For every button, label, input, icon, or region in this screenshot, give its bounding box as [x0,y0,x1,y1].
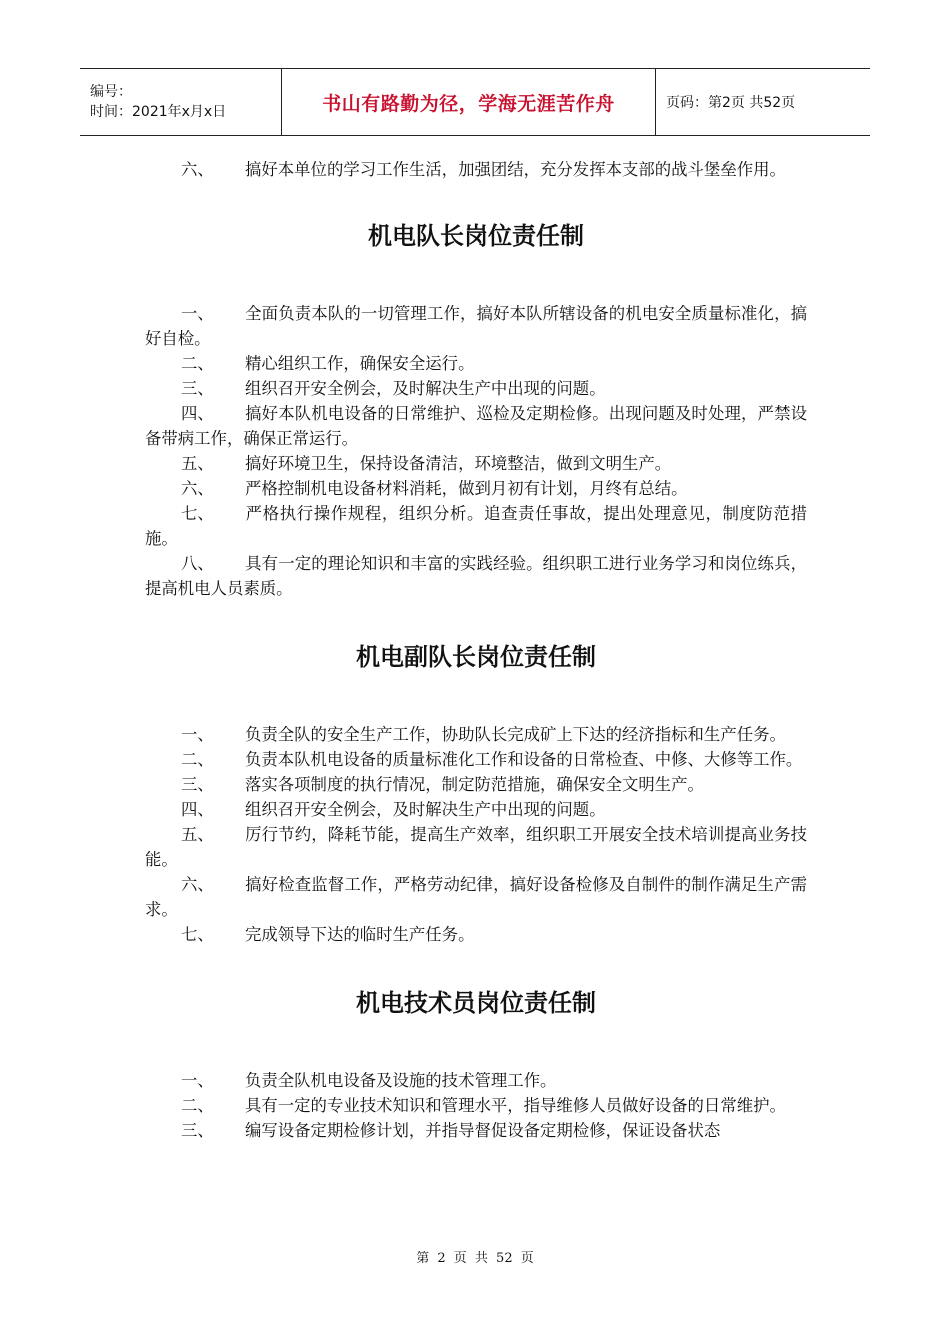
list-item [145,401,807,451]
item-number: 七、 [181,504,214,523]
header-number-label: 编号： [90,84,132,100]
item-number: 八、 [181,554,214,573]
page-header [80,68,870,136]
item-text: 编写设备定期检修计划，并指导督促设备定期检修，保证设备状态 [245,1121,721,1140]
item-text: 搞好检查监督工作，严格劳动纪律，搞好设备检修及自制件的制作满足生产需求。 [145,875,807,919]
item-text: 组织召开安全例会，及时解决生产中出现的问题。 [245,379,606,398]
item-number: 二、 [181,354,214,373]
item-text: 全面负责本队的一切管理工作，搞好本队所辖设备的机电安全质量标准化，搞好自检。 [145,304,807,348]
item-text: 负责全队机电设备及设施的技术管理工作。 [245,1071,557,1090]
list-item [145,551,807,601]
item-number: 三、 [181,775,214,794]
item-number: 五、 [181,825,214,844]
item-text: 搞好本单位的学习工作生活，加强团结，充分发挥本支部的战斗堡垒作用。 [245,160,786,179]
item-number: 一、 [181,304,214,323]
item-text: 严格控制机电设备材料消耗，做到月初有计划，月终有总结。 [245,479,688,498]
item-text: 落实各项制度的执行情况，制定防范措施，确保安全文明生产。 [245,775,704,794]
section-title: 机电技术员岗位责任制 [356,989,596,1017]
intro-item [145,157,807,182]
item-text: 搞好环境卫生，保持设备清洁，环境整洁，做到文明生产。 [245,454,672,473]
document-body [145,157,807,1143]
list-item [145,501,807,551]
list-item [145,476,807,501]
section-title: 机电队长岗位责任制 [368,222,584,250]
item-text: 精心组织工作，确保安全运行。 [245,354,475,373]
list-item [145,772,807,797]
item-text: 具有一定的理论知识和丰富的实践经验。组织职工进行业务学习和岗位练兵，提高机电人员素质。 [145,554,807,598]
header-meta [80,69,282,135]
item-text: 负责全队的安全生产工作，协助队长完成矿上下达的经济指标和生产任务。 [245,725,786,744]
item-text: 严格执行操作规程，组织分析。追查责任事故，提出处理意见，制度防范措施。 [145,504,807,548]
item-number: 二、 [181,1096,214,1115]
item-number: 五、 [181,454,214,473]
list-item [145,872,807,922]
list-item [145,922,807,947]
item-number: 六、 [181,160,214,179]
item-number: 六、 [181,875,214,894]
list-item [145,747,807,772]
item-text: 组织召开安全例会，及时解决生产中出现的问题。 [245,800,606,819]
item-number: 六、 [181,479,214,498]
list-item [145,451,807,476]
item-text: 厉行节约，降耗节能，提高生产效率，组织职工开展安全技术培训提高业务技能。 [145,825,807,869]
item-text: 负责本队机电设备的质量标准化工作和设备的日常检查、中修、大修等工作。 [245,750,803,769]
header-page-info: 页码：第2页 共52页 [666,95,796,111]
list-item [145,1118,807,1143]
page-footer: 第 2 页 共 52 页 [416,1251,534,1266]
header-motto: 书山有路勤为径，学海无涯苦作舟 [322,92,615,115]
item-number: 七、 [181,925,214,944]
list-item [145,1068,807,1093]
section-title: 机电副队长岗位责任制 [356,643,596,671]
item-number: 四、 [181,404,214,423]
header-motto-cell [282,69,656,135]
list-item [145,301,807,351]
item-number: 二、 [181,750,214,769]
list-item [145,822,807,872]
item-number: 四、 [181,800,214,819]
list-item [145,1093,807,1118]
list-item [145,722,807,747]
item-text: 具有一定的专业技术知识和管理水平，指导维修人员做好设备的日常维护。 [245,1096,786,1115]
item-number: 三、 [181,1121,214,1140]
item-number: 一、 [181,1071,214,1090]
list-item [145,797,807,822]
item-text: 搞好本队机电设备的日常维护、巡检及定期检修。出现问题及时处理，严禁设备带病工作，确保正常运行。 [145,404,807,448]
item-number: 一、 [181,725,214,744]
header-page-info-cell [656,69,870,135]
list-item [145,376,807,401]
header-time-label: 时间：2021年x月x日 [90,104,227,120]
list-item [145,351,807,376]
item-number: 三、 [181,379,214,398]
item-text: 完成领导下达的临时生产任务。 [245,925,475,944]
